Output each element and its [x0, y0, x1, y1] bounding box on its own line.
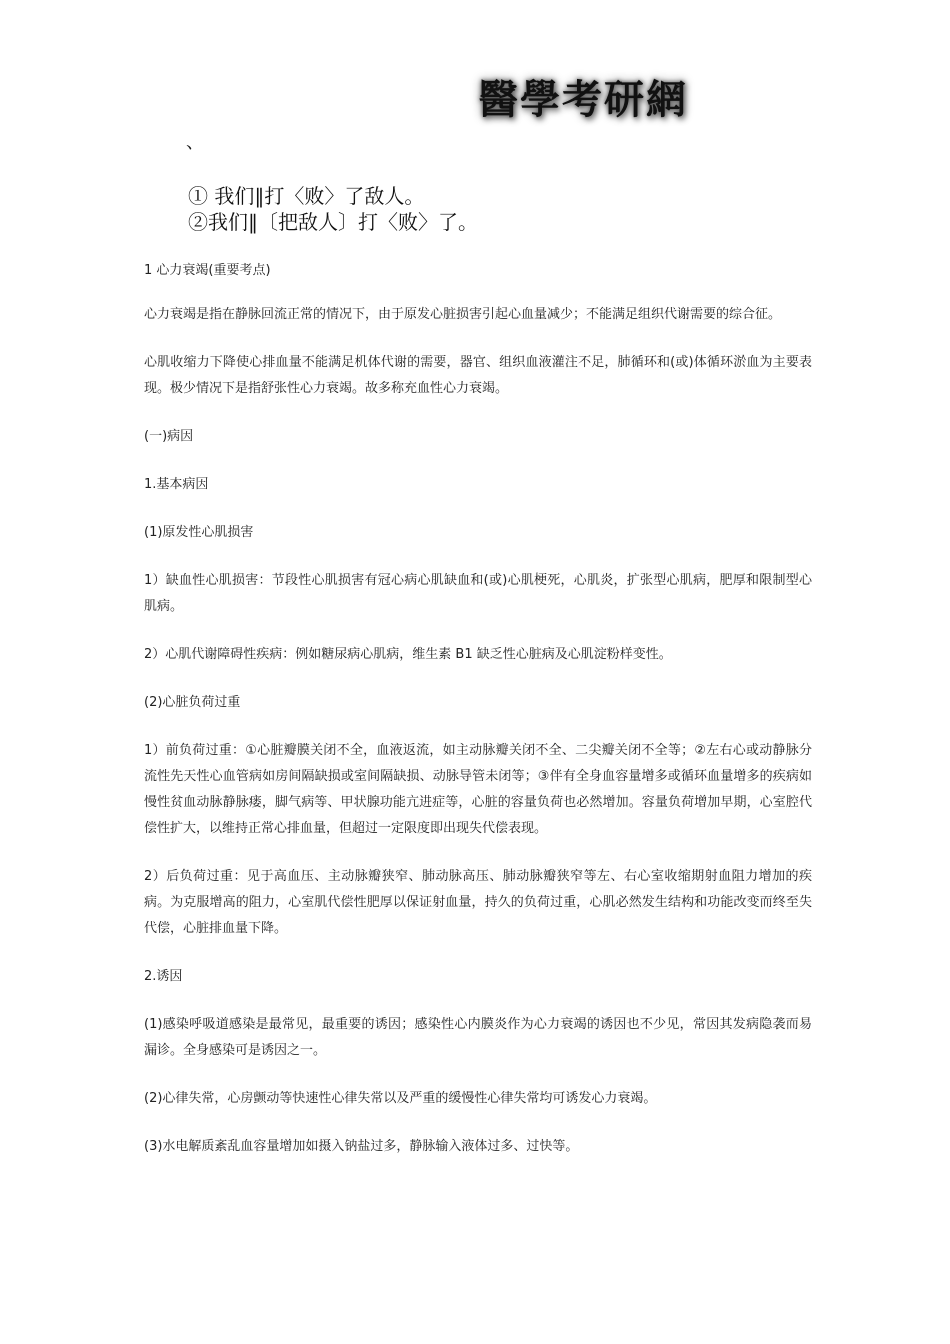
subsection-heading-etiology: (一)病因	[144, 429, 194, 444]
subsection-heading-overload: (2)心脏负荷过重	[144, 695, 241, 710]
definition-paragraph: 心力衰竭是指在静脉回流正常的情况下，由于原发心脏损害引起心血量减少；不能满足组织代谢需要的综合征。	[144, 307, 782, 322]
subsection-heading-myocardial-damage: (1)原发性心肌损害	[144, 525, 254, 540]
list-item-electrolyte: (3)水电解质紊乱血容量增加如摄入钠盐过多，静脉输入液体过多、过快等。	[144, 1139, 579, 1154]
list-item-metabolic: 2）心肌代谢障碍性疾病：例如糖尿病心肌病，维生素 B1 缺乏性心脏病及心肌淀粉样变性。	[144, 647, 672, 662]
grammar-example-2: ②我们‖〔把敌人〕打〈败〉了。	[188, 210, 478, 234]
subsection-heading-triggers: 2.诱因	[144, 969, 183, 984]
list-item-ischemic: 1）缺血性心肌损害：节段性心肌损害有冠心病心肌缺血和(或)心肌梗死，心肌炎，扩张型心肌病，肥厚和限制型心肌病。	[144, 573, 812, 614]
site-logo: 醫學考研網	[478, 76, 688, 123]
section-heading: 1 心力衰竭(重要考点)	[144, 263, 271, 278]
list-item-afterload: 2）后负荷过重：见于高血压、主动脉瓣狭窄、肺动脉高压、肺动脉瓣狭窄等左、右心室收缩期射血阻力增加的疾病。为克服增高的阻力，心室肌代偿性肥厚以保证射血量，持久的负荷过重，心肌必然发生结构和功能改变而终至失代偿，心脏排血量下降。	[144, 869, 812, 936]
enumeration-comma: 、	[186, 132, 204, 153]
list-item-infection: (1)感染呼吸道感染是最常见，最重要的诱因；感染性心内膜炎作为心力衰竭的诱因也不少见，常因其发病隐袭而易漏诊。全身感染可是诱因之一。	[144, 1017, 812, 1058]
list-item-preload: 1）前负荷过重：①心脏瓣膜关闭不全，血液返流，如主动脉瓣关闭不全、二尖瓣关闭不全等；②左右心或动静脉分流性先天性心血管病如房间隔缺损或室间隔缺损、动脉导管未闭等；③伴有全身血容量增多或循环血量增多的疾病如慢性贫血动脉静脉瘘，脚气病等、甲状腺功能亢进症等，心脏的容量负荷也必然增加。容量负荷增加早期，心室腔代偿性扩大，以维持正常心排血量，但超过一定限度即出现失代偿表现。	[144, 743, 812, 836]
description-paragraph: 心肌收缩力下降使心排血量不能满足机体代谢的需要，器官、组织血液灌注不足，肺循环和(或)体循环淤血为主要表现。极少情况下是指舒张性心力衰竭。故多称充血性心力衰竭。	[144, 355, 812, 396]
grammar-example-1: ① 我们‖打〈败〉了敌人。	[188, 184, 425, 208]
list-item-arrhythmia: (2)心律失常，心房颤动等快速性心律失常以及严重的缓慢性心律失常均可诱发心力衰竭。	[144, 1091, 657, 1106]
document-body	[144, 258, 812, 1182]
subsection-heading-basic-cause: 1.基本病因	[144, 477, 209, 492]
